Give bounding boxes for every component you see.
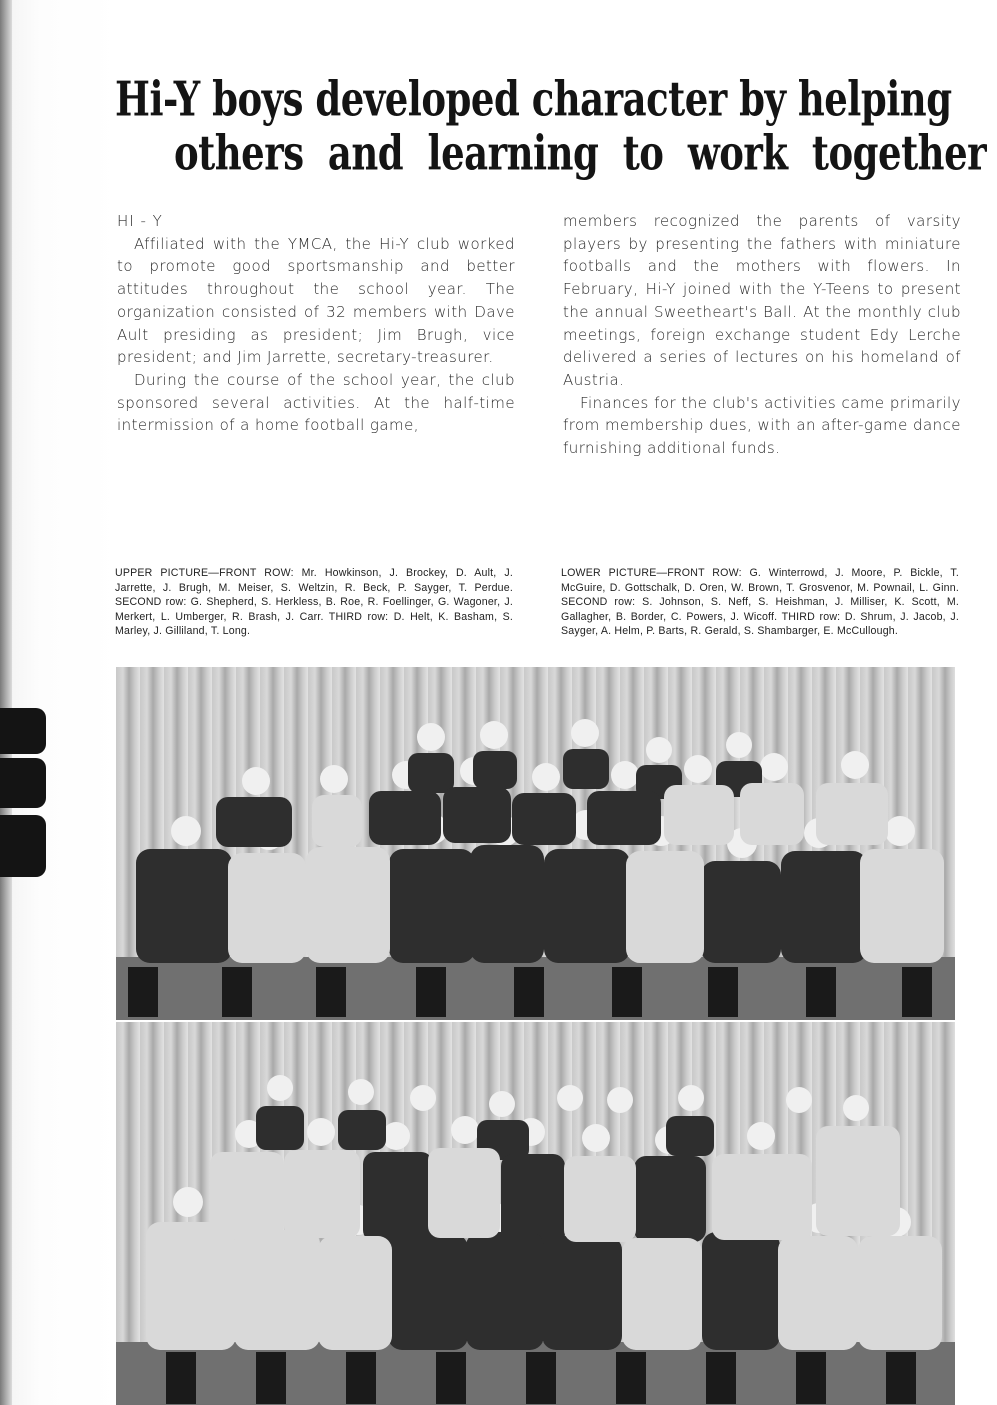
article-paragraph: Finances for the club's activities came primarily from membership dues, with an after-game dance furnishing additional funds. [563,393,961,458]
upper-group-photo [116,667,955,1020]
binder-clip [0,815,46,877]
upper-picture-caption [115,566,513,639]
article-column-left [117,210,515,437]
article-paragraph-continued: members recognized the parents of varsity players by presenting the fathers with miniature footballs and the mothers with flowers. In February, Hi-Y joined with the Y-Teens to present the annual Sweetheart's Ball. At the monthly club meetings, foreign exchange student Edy Lerche delivered a series of lectures on his homeland of Austria. [563,212,961,389]
lower-picture-caption [561,566,959,639]
binder-clip [0,758,46,808]
article-paragraph: Affiliated with the YMCA, the Hi-Y club worked to promote good sportsmanship and better attitudes throughout the school year. The organization consisted of 32 members with Dave Ault presiding as president; Jim Brugh, vice president; and Jim Jarrette, secretary-treasurer. [117,234,515,367]
caption-text: G. Winterrowd, J. Moore, P. Bickle, T. McGuire, D. Gottschalk, D. Oren, W. Brown, T. Grosvenor, M. Pownail, L. Ginn. SECOND row: S. Johnson, S. Neff, S. Heishman, J. Milliser, K. Scott, M. Gallagher, B. Border, C. Powers, J. Wicoff. THIRD row: D. Shrum, J. Jacob, J. Sayger, A. Helm, P. Barts, R. Gerald, S. Shambarger, E. McCullough. [561,567,959,637]
caption-label: UPPER PICTURE—FRONT ROW: [115,567,294,579]
caption-text: Mr. Howkinson, J. Brockey, D. Ault, J. Jarrette, J. Brugh, M. Meiser, S. Weltzin, R. Beck, P. Sayger, T. Perdue. SECOND row: G. Shepherd, S. Herkless, B. Roe, R. Foellinger, G. Wagoner, J. Merkert, L. Umberger, R. Brash, J. Carr. THIRD row: D. Helt, K. Basham, S. Marley, J. Gilliland, T. Long. [115,567,513,637]
upper-photo-figures [116,667,955,1020]
lower-photo-figures [116,1022,955,1405]
lower-group-photo [116,1022,955,1405]
caption-label: LOWER PICTURE—FRONT ROW: [561,567,742,579]
binder-clip [0,708,46,754]
article-column-right [563,210,961,460]
article-paragraph-start: During the course of the school year, the club sponsored several activities. At the half-time intermission of a home football game, [117,370,515,435]
section-heading: HI - Y [117,212,163,230]
binding-edge [0,0,12,1405]
